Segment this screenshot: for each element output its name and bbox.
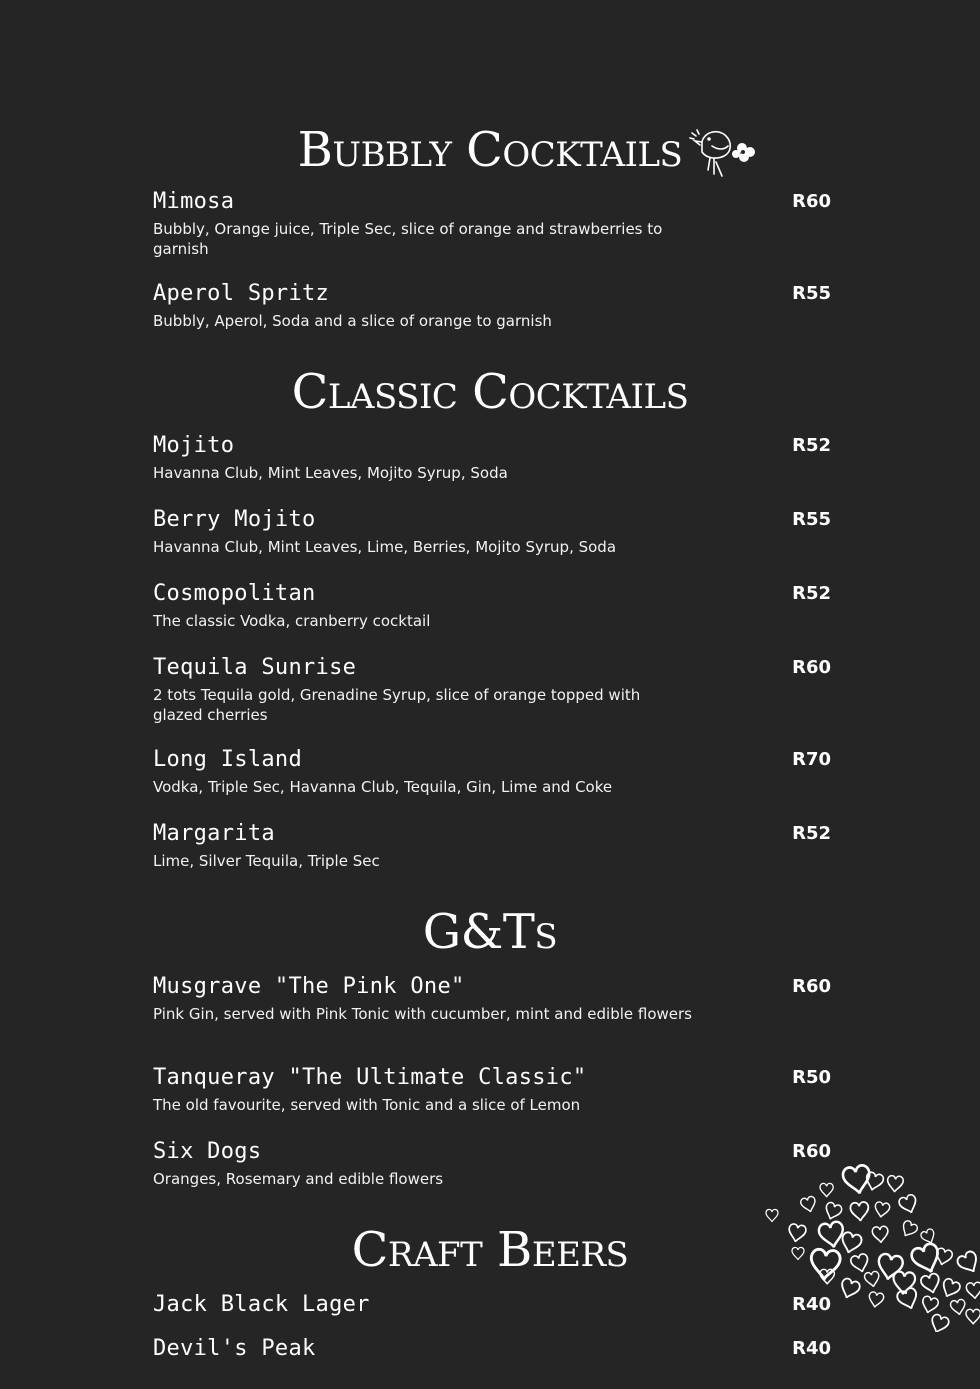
menu-item — [153, 747, 831, 797]
heart-shape — [966, 1309, 980, 1324]
heart-shape — [864, 1271, 881, 1288]
heart-shape — [873, 1201, 890, 1218]
item-description: The classic Vodka, cranberry cocktail — [153, 612, 431, 630]
item-description: Lime, Silver Tequila, Triple Sec — [153, 852, 380, 870]
menu-item — [153, 821, 831, 871]
menu-item — [153, 1139, 831, 1189]
item-price: R40 — [792, 1338, 831, 1359]
menu-item — [153, 189, 831, 259]
item-price: R52 — [792, 435, 831, 456]
item-name: Aperol Spritz — [153, 281, 330, 306]
item-description: Bubbly, Aperol, Soda and a slice of orange to garnish — [153, 312, 552, 330]
menu-item — [153, 507, 831, 557]
heart-shape — [887, 1175, 904, 1193]
heart-shape — [899, 1219, 919, 1239]
heart-shape — [838, 1277, 861, 1301]
heart-shape — [928, 1313, 950, 1332]
item-name: Mimosa — [153, 189, 235, 214]
item-name: Margarita — [153, 821, 275, 846]
item-price: R60 — [792, 191, 831, 212]
item-name: Devil's Peak — [153, 1336, 316, 1361]
item-price: R60 — [792, 657, 831, 678]
section-title-bubbly-cocktails: Bubbly Cocktails — [297, 122, 683, 178]
item-name: Mojito — [153, 433, 235, 458]
heart-shape — [850, 1253, 871, 1274]
item-name: Jack Black Lager — [153, 1292, 370, 1317]
item-price: R60 — [792, 976, 831, 997]
menu-item — [153, 655, 831, 725]
menu-item — [153, 433, 831, 483]
item-description: 2 tots Tequila gold, Grenadine Syrup, slice of orange topped with glazed cherries — [153, 686, 641, 724]
heart-shape — [850, 1202, 870, 1222]
menu-item — [153, 281, 831, 331]
heart-shape — [809, 1249, 840, 1282]
heart-shape — [787, 1223, 807, 1243]
heart-shape — [966, 1282, 980, 1300]
section-title-gts: G&Ts — [422, 904, 558, 960]
item-name: Cosmopolitan — [153, 581, 316, 606]
item-price: R55 — [792, 283, 831, 304]
item-price: R52 — [792, 583, 831, 604]
item-name: Tequila Sunrise — [153, 655, 357, 680]
section-title-classic-cocktails: Classic Cocktails — [291, 364, 689, 420]
item-description: Oranges, Rosemary and edible flowers — [153, 1170, 444, 1188]
heart-shape — [818, 1221, 846, 1250]
menu-item — [153, 1065, 831, 1115]
item-description: Havanna Club, Mint Leaves, Lime, Berries, Mojito Syrup, Soda — [153, 538, 617, 556]
heart-shape — [956, 1250, 980, 1277]
heart-shape — [898, 1194, 920, 1216]
section-title-craft-beers: Craft Beers — [351, 1222, 629, 1278]
item-description: The old favourite, served with Tonic and a slice of Lemon — [153, 1096, 581, 1114]
menu-item — [153, 1336, 831, 1362]
item-name: Tanqueray "The Ultimate Classic" — [153, 1065, 587, 1090]
heart-shape — [800, 1196, 818, 1214]
menu-item — [153, 1292, 831, 1318]
heart-shape — [823, 1201, 843, 1222]
item-price: R52 — [792, 823, 831, 844]
menu-item — [153, 974, 831, 1024]
item-name: Long Island — [153, 747, 302, 772]
item-description: Vodka, Triple Sec, Havanna Club, Tequila, Gin, Lime and Coke — [153, 778, 613, 796]
heart-shape — [766, 1209, 778, 1222]
item-price: R50 — [792, 1067, 831, 1088]
heart-shape — [867, 1291, 884, 1308]
heart-shape — [839, 1231, 863, 1255]
item-price: R70 — [792, 749, 831, 770]
item-name: Musgrave "The Pink One" — [153, 974, 465, 999]
heart-shape — [920, 1295, 939, 1315]
item-description: Havanna Club, Mint Leaves, Mojito Syrup, Soda — [153, 464, 508, 482]
heart-shape — [872, 1226, 889, 1244]
item-name: Six Dogs — [153, 1139, 262, 1164]
heart-shape — [920, 1273, 942, 1296]
heart-shape — [876, 1253, 904, 1282]
menu-item — [153, 581, 831, 631]
bird-icon — [688, 124, 758, 180]
item-price: R55 — [792, 509, 831, 530]
heart-shape — [792, 1247, 804, 1260]
item-name: Berry Mojito — [153, 507, 316, 532]
heart-shape — [939, 1277, 962, 1300]
heart-shape — [950, 1299, 967, 1316]
heart-shape — [820, 1183, 833, 1197]
item-description: Pink Gin, served with Pink Tonic with cucumber, mint and edible flowers — [153, 1005, 692, 1023]
item-price: R60 — [792, 1141, 831, 1162]
hearts-icon — [760, 1162, 980, 1332]
item-description: Bubbly, Orange juice, Triple Sec, slice of orange and strawberries to garnish — [153, 220, 663, 258]
item-price: R40 — [792, 1294, 831, 1315]
